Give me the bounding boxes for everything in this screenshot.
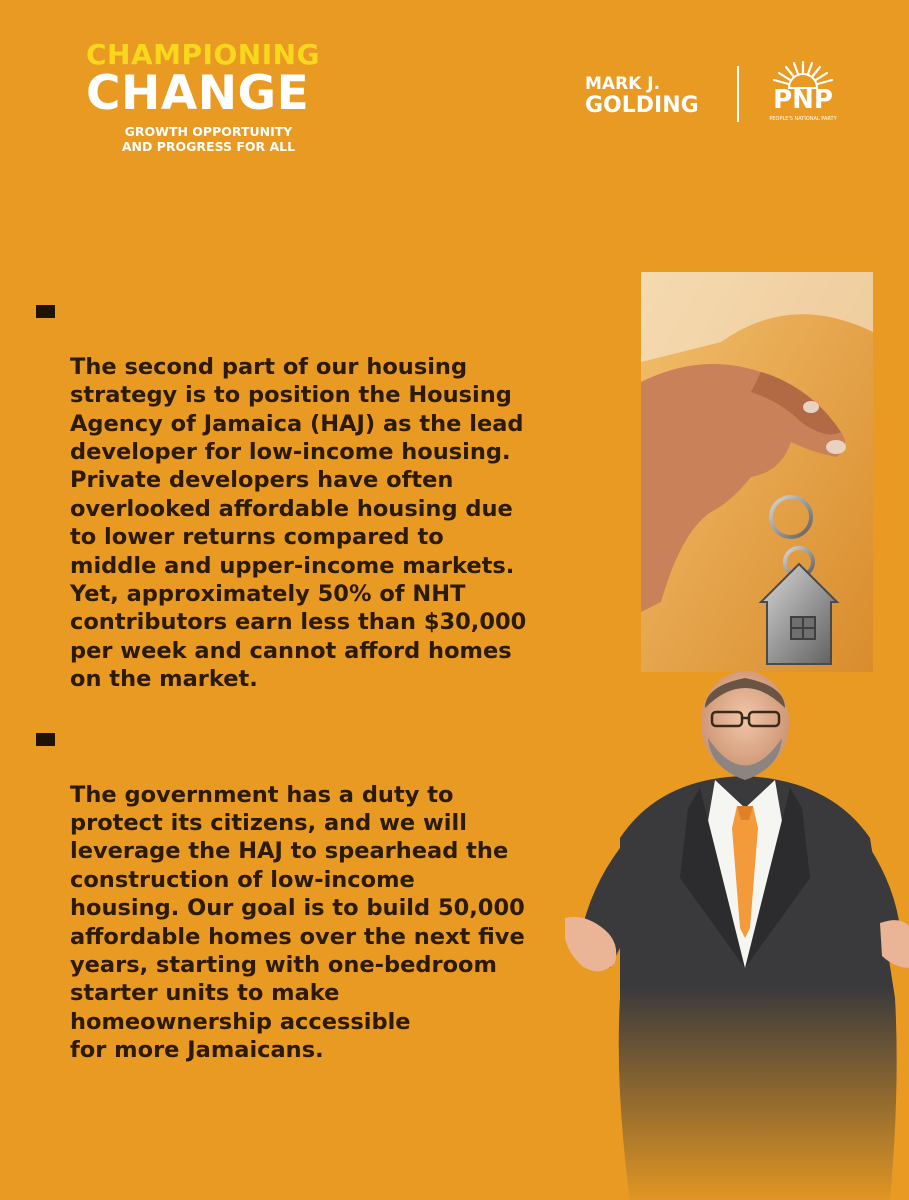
party-logo: [763, 58, 843, 128]
party-abbr: PNP: [773, 85, 833, 115]
candidate-illustration: [560, 668, 909, 1200]
bullet-item: [36, 724, 596, 1065]
candidate-name-line2: GOLDING: [585, 93, 699, 118]
campaign-line1: CHAMPIONING: [86, 38, 321, 71]
campaign-line2: CHANGE: [86, 66, 310, 121]
candidate-name-logo: [585, 74, 699, 118]
campaign-tagline: GROWTH OPPORTUNITY AND PROGRESS FOR ALL: [121, 124, 296, 154]
candidate-name-line1: MARK J.: [585, 74, 661, 94]
house-key-photo: [641, 272, 873, 672]
bullet-square-icon: [36, 305, 55, 318]
bullet-square-icon: [36, 733, 55, 746]
candidate-photo: [560, 668, 909, 1200]
house-key-illustration: [641, 272, 873, 672]
bullet-text: The government has a duty to protect its citizens, and we will leverage the HAJ to spearhead the construction of low-income housing. Our goal is to build 50,000 affordable homes over the next five years, starting with one-bedroom starter units to make homeownership accessible for more Jamaicans.: [70, 781, 525, 1064]
brand-divider: [737, 66, 739, 122]
party-name: PEOPLE'S NATIONAL PARTY: [769, 116, 837, 122]
campaign-logo: [86, 40, 346, 154]
bullet-item: [36, 296, 596, 694]
bullet-text: The second part of our housing strategy is to position the Housing Agency of Jamaica (HAJ) as the lead developer for low-income housing. Private developers have often overlooked affordable housing due to lower returns compared to middle and upper-income markets. Yet, approximately 50% of NHT contributors earn less than $30,000 per week and cannot afford homes on the market.: [70, 353, 527, 693]
bullet-list: [36, 296, 596, 1095]
